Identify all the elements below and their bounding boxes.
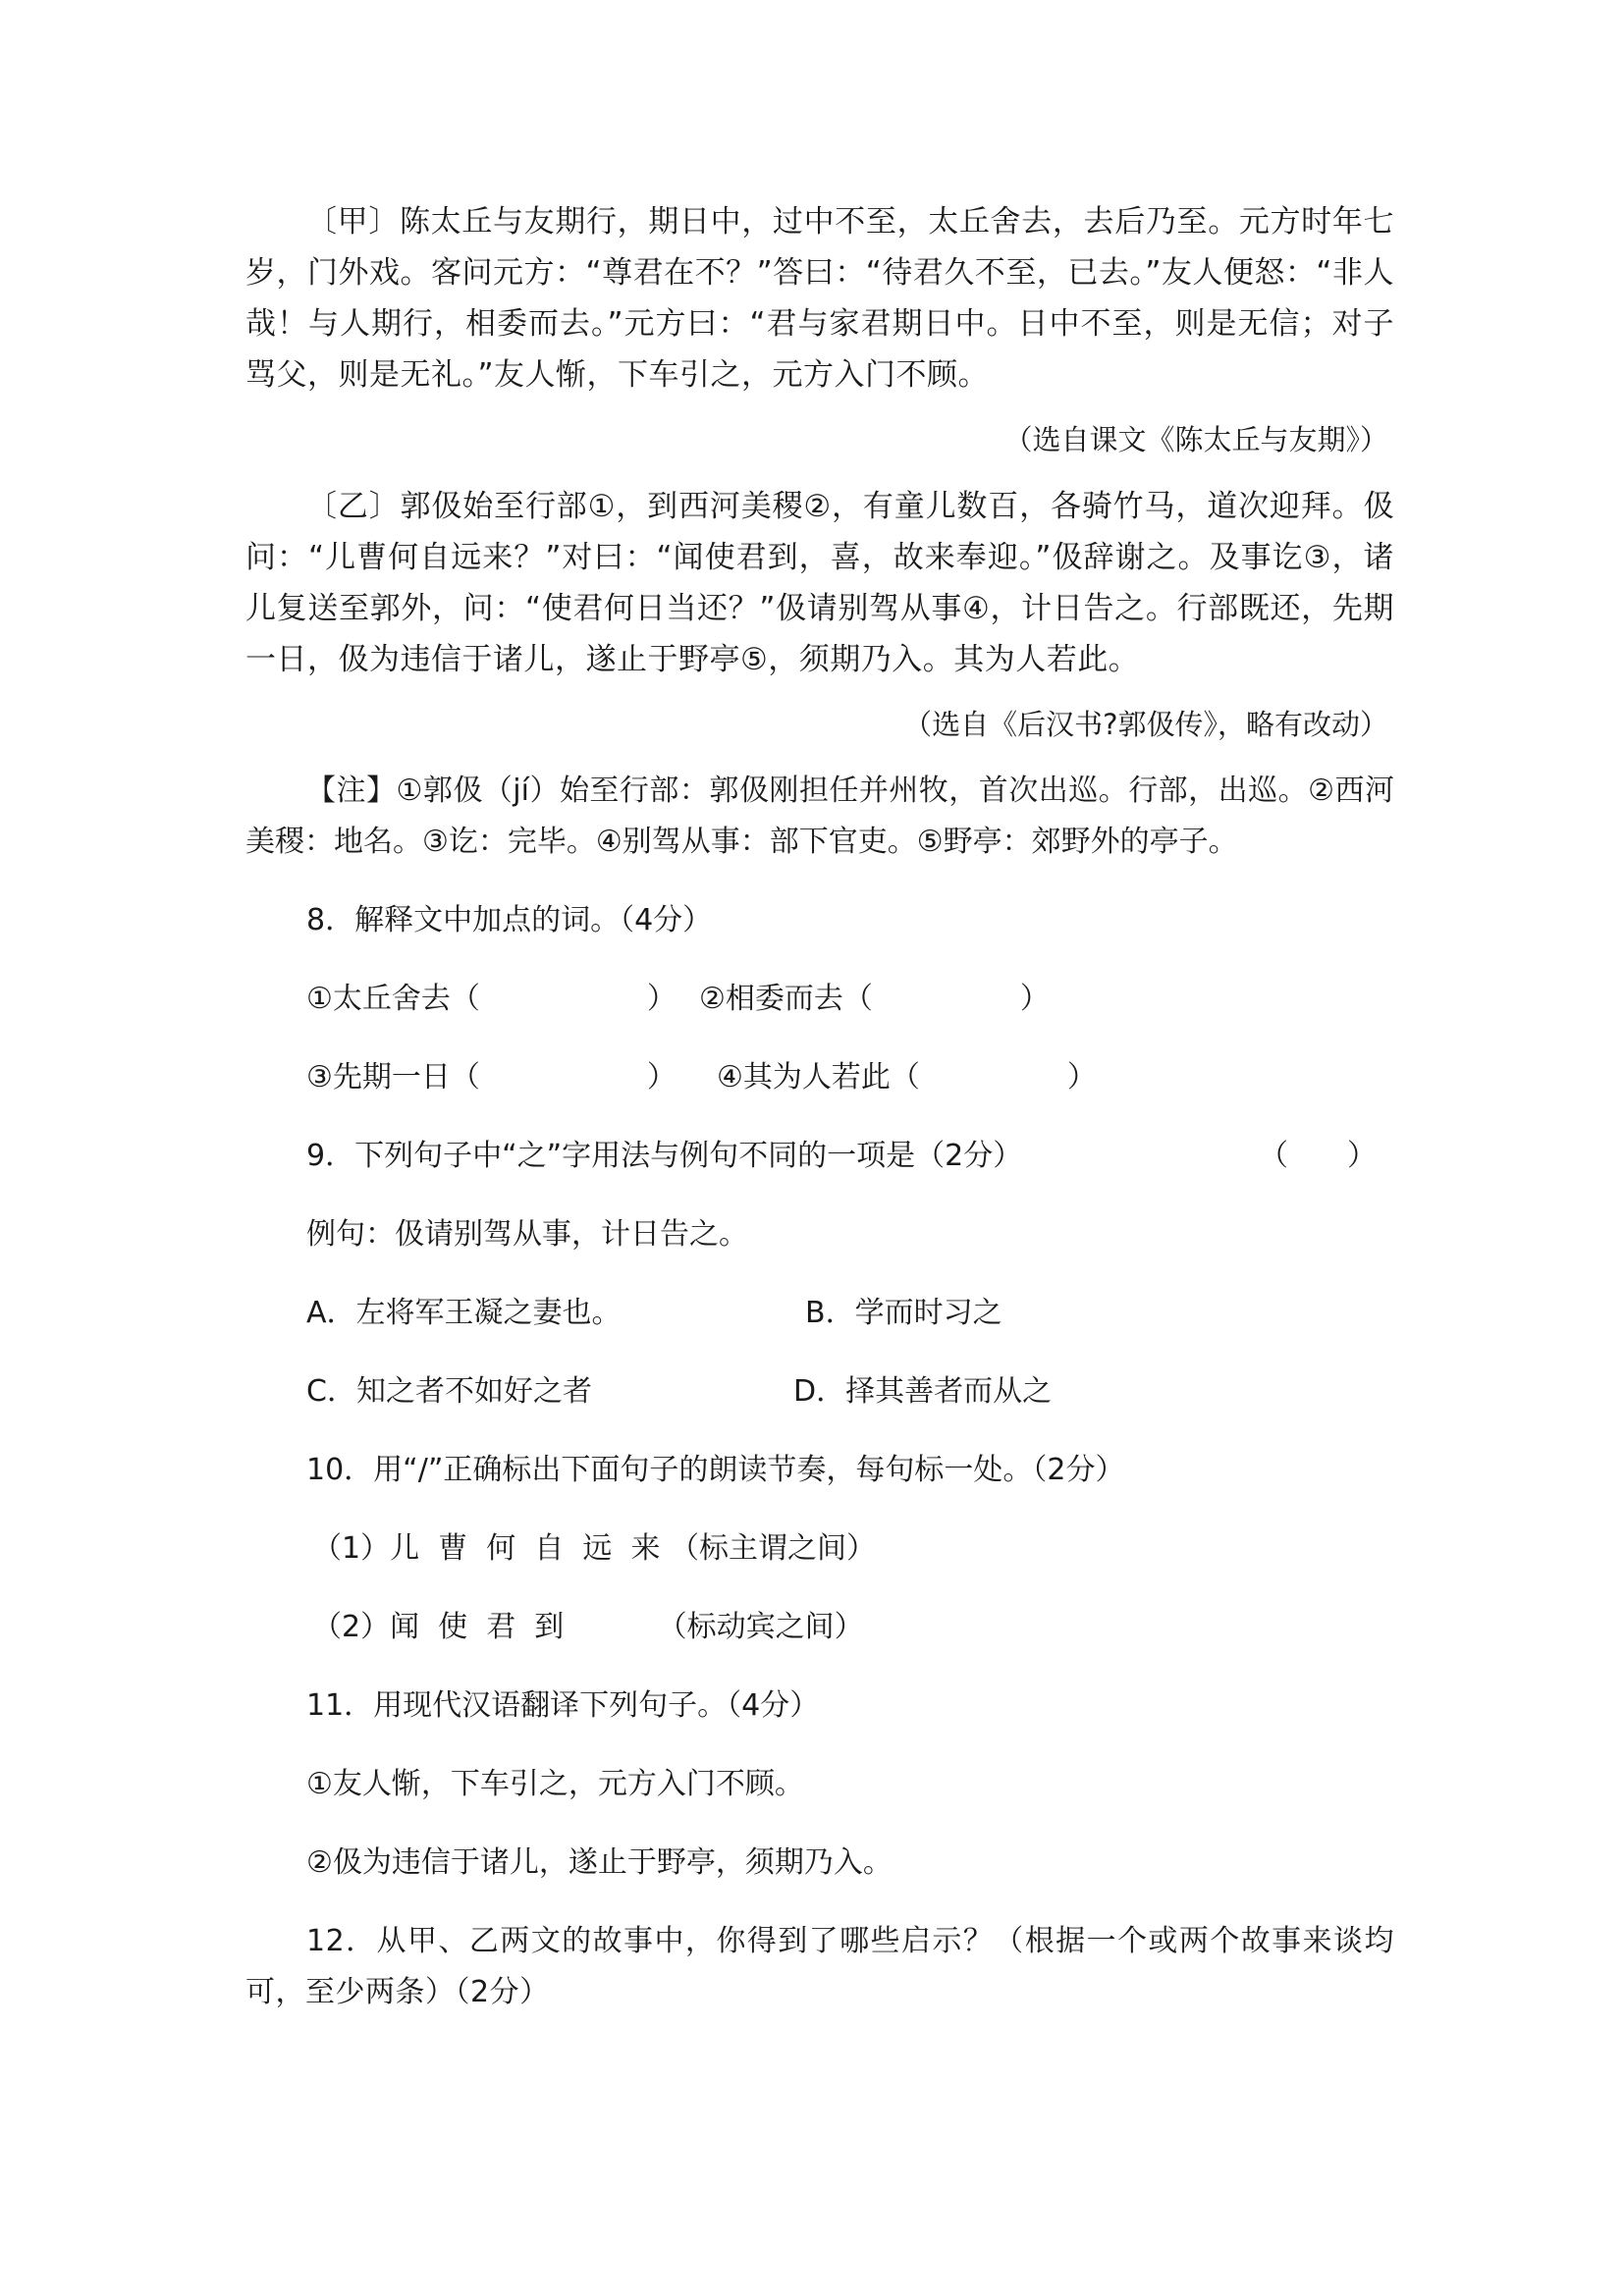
- option-d[interactable]: D．择其善者而从之: [793, 1374, 1053, 1409]
- passage-a: 〔甲〕陈太丘与友期行，期日中，过中不至，太丘舍去，去后乃至。元方时年七岁，门外戏。客问元方：“尊君在不？”答曰：“待君久不至，已去。”友人便怒：“非人哉！与人期行，相委而去。”元方曰：“君与家君期日中。日中不至，则是无信；对子骂父，则是无礼。”友人惭，下车引之，元方入门不顾。: [245, 204, 1394, 393]
- question-10-sentence-1: （1）儿 曹 何 自 远 来 （标主谓之间）: [312, 1531, 876, 1566]
- question-9-stem: 9．下列句子中“之”字用法与例句不同的一项是（2分） （ ）: [245, 1131, 1394, 1182]
- question-10-stem: 10．用“/”正确标出下面句子的朗读节奏，每句标一处。（2分）: [306, 1453, 1125, 1487]
- option-c[interactable]: C．知之者不如好之者: [306, 1374, 592, 1409]
- annotation-notes: 【注】①郭伋（jí）始至行部：郭伋刚担任并州牧，首次出巡。行部，出巡。②西河美稷：地名。③讫：完毕。④别驾从事：部下官吏。⑤野亭：郊野外的亭子。: [245, 774, 1394, 859]
- question-8-item-1: ①太丘舍去（ ）: [306, 982, 677, 1016]
- question-11-sentence-2: ②伋为违信于诸儿，遂止于野亭，须期乃入。: [306, 1845, 893, 1880]
- question-11-stem: 11．用现代汉语翻译下列句子。（4分）: [306, 1688, 820, 1723]
- passage-b-source: （选自《后汉书?郭伋传》，略有改动）: [903, 708, 1388, 741]
- option-a[interactable]: A．左将军王凝之妻也。: [306, 1296, 622, 1330]
- question-12: 12．从甲、乙两文的故事中，你得到了哪些启示？（根据一个或两个故事来谈均可，至少两条）（2分）: [245, 1924, 1394, 2009]
- question-10-sentence-2: （2）闻 使 君 到 （标动宾之间）: [312, 1610, 864, 1644]
- question-9-example: 例句：伋请别驾从事，计日告之。: [306, 1217, 748, 1252]
- option-b[interactable]: B．学而时习之: [805, 1296, 1002, 1330]
- question-8-item-4: ④其为人若此（ ）: [717, 1060, 1097, 1095]
- document-page: [245, 196, 1394, 2018]
- passage-b: 〔乙〕郭伋始至行部①，到西河美稷②，有童儿数百，各骑竹马，道次迎拜。伋问：“儿曹何自远来？”对曰：“闻使君到，喜，故来奉迎。”伋辞谢之。及事讫③，诸儿复送至郭外，问：“使君何日当还？”伋请别驾从事④，计日告之。行部既还，先期一日，伋为违信于诸儿，遂止于野亭⑤，须期乃入。其为人若此。: [245, 489, 1394, 677]
- question-8-row-2: [245, 1052, 1394, 1103]
- question-8-item-3: ③先期一日（ ）: [306, 1060, 677, 1095]
- question-9-options-row-1: [245, 1288, 1394, 1339]
- question-8-stem: 8．解释文中加点的词。（4分）: [306, 903, 713, 937]
- question-11-sentence-1: ①友人惭，下车引之，元方入门不顾。: [306, 1767, 804, 1801]
- question-8-item-2: ②相委而去（ ）: [699, 982, 1050, 1016]
- passage-a-source: （选自课文《陈太丘与友期》）: [1003, 423, 1388, 456]
- question-9-answer-bracket[interactable]: （ ）: [1259, 1139, 1377, 1173]
- question-8-row-1: [245, 974, 1394, 1025]
- question-9-options-row-2: [245, 1366, 1394, 1417]
